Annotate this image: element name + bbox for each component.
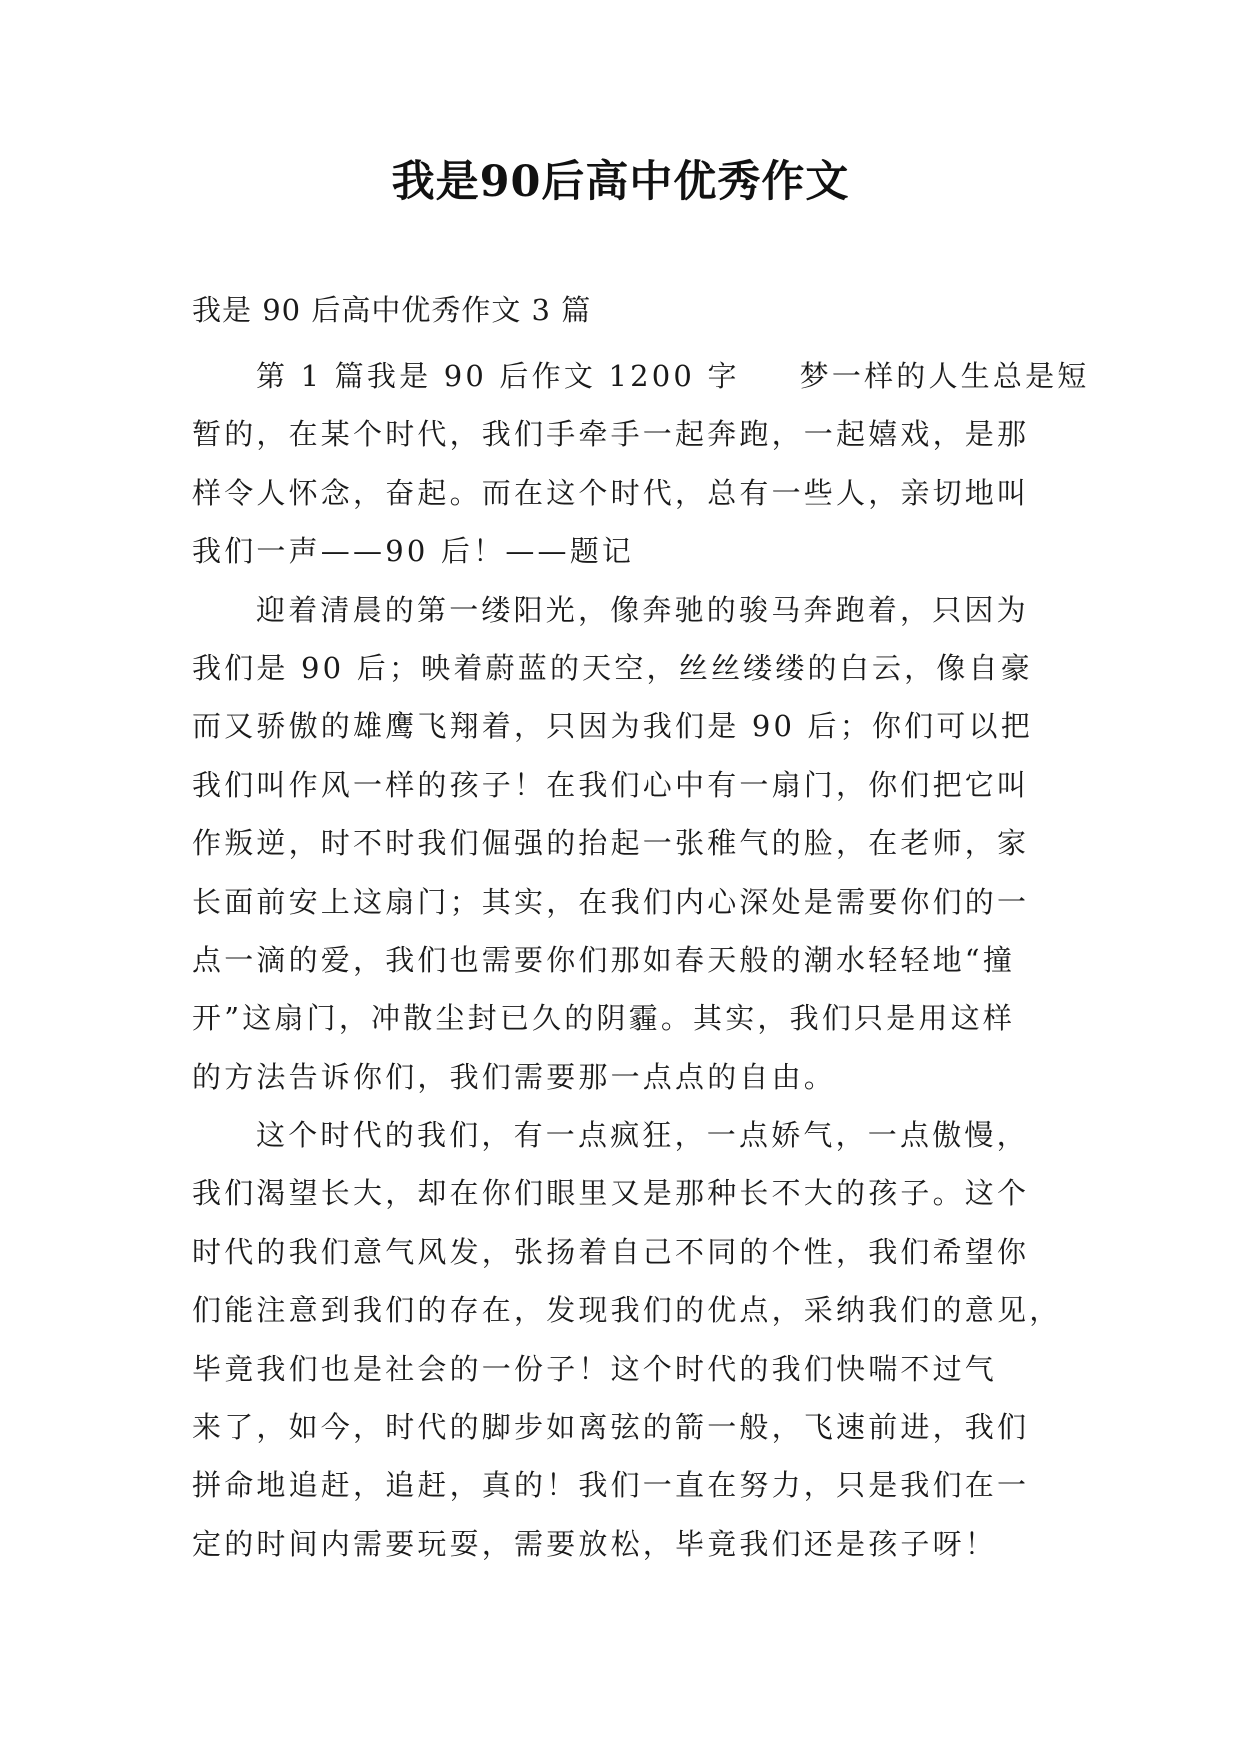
document-subtitle: 我是 90 后高中优秀作文 3 篇 [192, 293, 592, 327]
essay-body [192, 347, 1092, 1573]
essay-line: 毕竟我们也是社会的一份子！这个时代的我们快喘不过气 [192, 1351, 998, 1386]
essay-line: 我们叫作风一样的孩子！在我们心中有一扇门，你们把它叫 [192, 767, 1030, 802]
essay-line: 拼命地追赶，追赶，真的！我们一直在努力，只是我们在一 [192, 1468, 1030, 1503]
essay-line: 样令人怀念，奋起。而在这个时代，总有一些人，亲切地叫 [192, 475, 1030, 510]
essay-line: 长面前安上这扇门；其实，在我们内心深处是需要你们的一 [192, 884, 1030, 919]
essay-line: 作叛逆，时不时我们倔强的抬起一张稚气的脸，在老师，家 [192, 826, 1030, 861]
essay-line: 而又骄傲的雄鹰飞翔着，只因为我们是 90 后；你们可以把 [192, 709, 1033, 744]
essay-line: 我们是 90 后；映着蔚蓝的天空，丝丝缕缕的白云，像自豪 [192, 650, 1033, 685]
essay-first-text: 梦一样的人生总是短 [799, 359, 1090, 393]
essay-line: 暂的，在某个时代，我们手牵手一起奔跑，一起嬉戏，是那 [192, 417, 1030, 452]
essay-line: 开”这扇门，冲散尘封已久的阴霾。其实，我们只是用这样 [192, 1001, 1016, 1036]
essay-line: 定的时间内需要玩耍，需要放松，毕竟我们还是孩子呀！ [192, 1526, 998, 1561]
essay-line: 我们一声——90 后！——题记 [192, 534, 635, 569]
essay-line: 点一滴的爱，我们也需要你们那如春天般的潮水轻轻地“撞 [192, 942, 1016, 977]
essay-line: 时代的我们意气风发，张扬着自己不同的个性，我们希望你 [192, 1234, 1030, 1269]
page-title: 我是90后高中优秀作文 [391, 157, 850, 207]
essay-line: 的方法告诉你们，我们需要那一点点的自由。 [192, 1059, 837, 1094]
essay-line: 我们渴望长大，却在你们眼里又是那种长不大的孩子。这个 [192, 1176, 1030, 1211]
essay-line: 们能注意到我们的存在，发现我们的优点，采纳我们的意见， [192, 1293, 1062, 1328]
essay-line: 迎着清晨的第一缕阳光，像奔驰的骏马奔跑着，只因为 [256, 592, 1029, 627]
essay-heading: 第 1 篇我是 90 后作文 1200 字 [256, 359, 740, 393]
essay-line-heading [192, 347, 1092, 405]
essay-line: 这个时代的我们，有一点疯狂，一点娇气，一点傲慢， [256, 1118, 1029, 1153]
essay-line: 来了，如今，时代的脚步如离弦的箭一般，飞速前进，我们 [192, 1410, 1030, 1445]
